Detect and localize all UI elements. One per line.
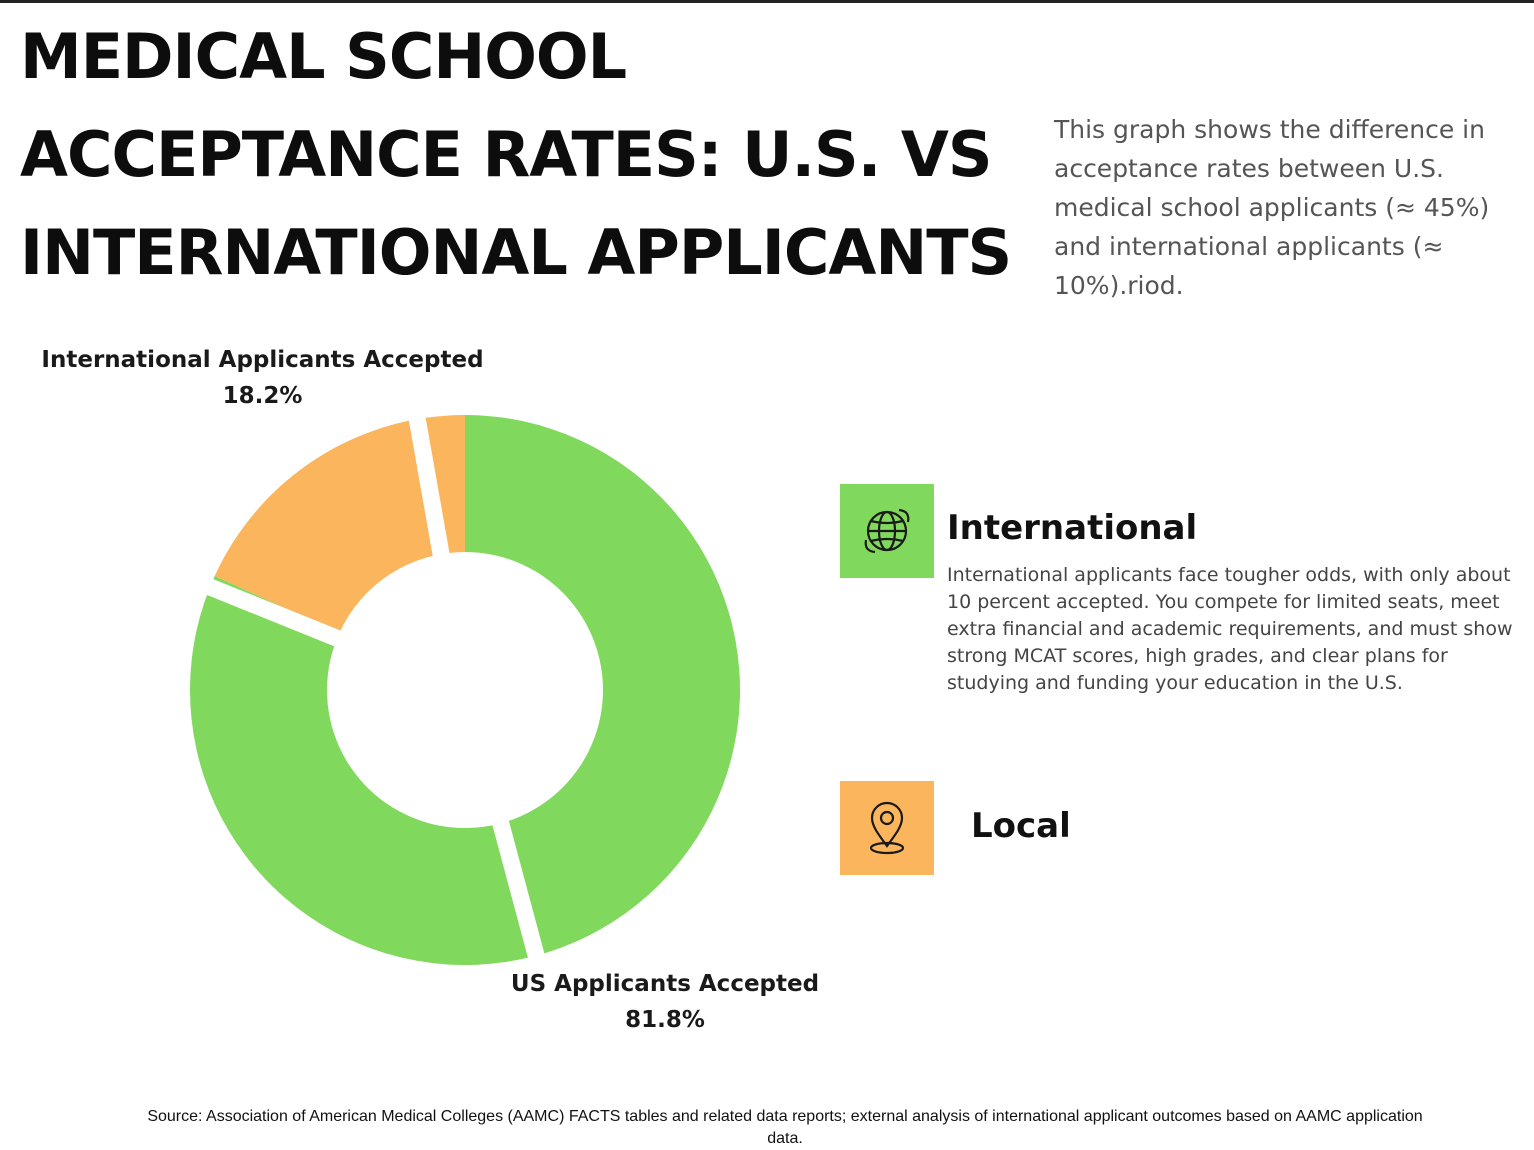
chart-description: This graph shows the difference in acceptance rates between U.S. medical school applicants (≈ 45%) and international applicants (≈ 10%).riod. bbox=[1054, 115, 1490, 300]
title-line-1: MEDICAL SCHOOL bbox=[20, 20, 627, 93]
source-note: Source: Association of American Medical Colleges (AAMC) FACTS tables and related data reports; external analysis of international applicant outcomes based on AAMC application data. bbox=[147, 1108, 1423, 1147]
slice-label-us-value: 81.8% bbox=[625, 1007, 705, 1033]
location-pin-icon bbox=[860, 798, 914, 858]
legend-title-local: Local bbox=[971, 806, 1071, 846]
donut-slices bbox=[190, 415, 740, 965]
slice-label-international bbox=[30, 342, 495, 414]
legend-title-international: International bbox=[947, 508, 1198, 548]
top-border bbox=[0, 0, 1534, 3]
slice-label-international-name: International Applicants Accepted bbox=[41, 347, 484, 373]
slice-label-international-value: 18.2% bbox=[222, 383, 303, 409]
slice-label-us bbox=[500, 966, 830, 1038]
legend-swatch-international bbox=[840, 484, 934, 578]
legend-swatch-local bbox=[840, 781, 934, 875]
globe-icon bbox=[860, 504, 914, 558]
chart-title bbox=[20, 8, 1040, 302]
title-line-2: ACCEPTANCE RATES: U.S. VS bbox=[20, 118, 992, 191]
slice-label-us-name: US Applicants Accepted bbox=[510, 971, 820, 997]
legend-text-international: International applicants face tougher odds, with only about 10 percent accepted. You compete for limited seats, meet extra financial and academic requirements, and must show strong MCAT scores, high grades, and clear plans for studying and funding your education in the U.S. bbox=[947, 564, 1513, 694]
donut-chart bbox=[180, 405, 750, 975]
title-line-3: INTERNATIONAL APPLICANTS bbox=[20, 216, 1012, 289]
